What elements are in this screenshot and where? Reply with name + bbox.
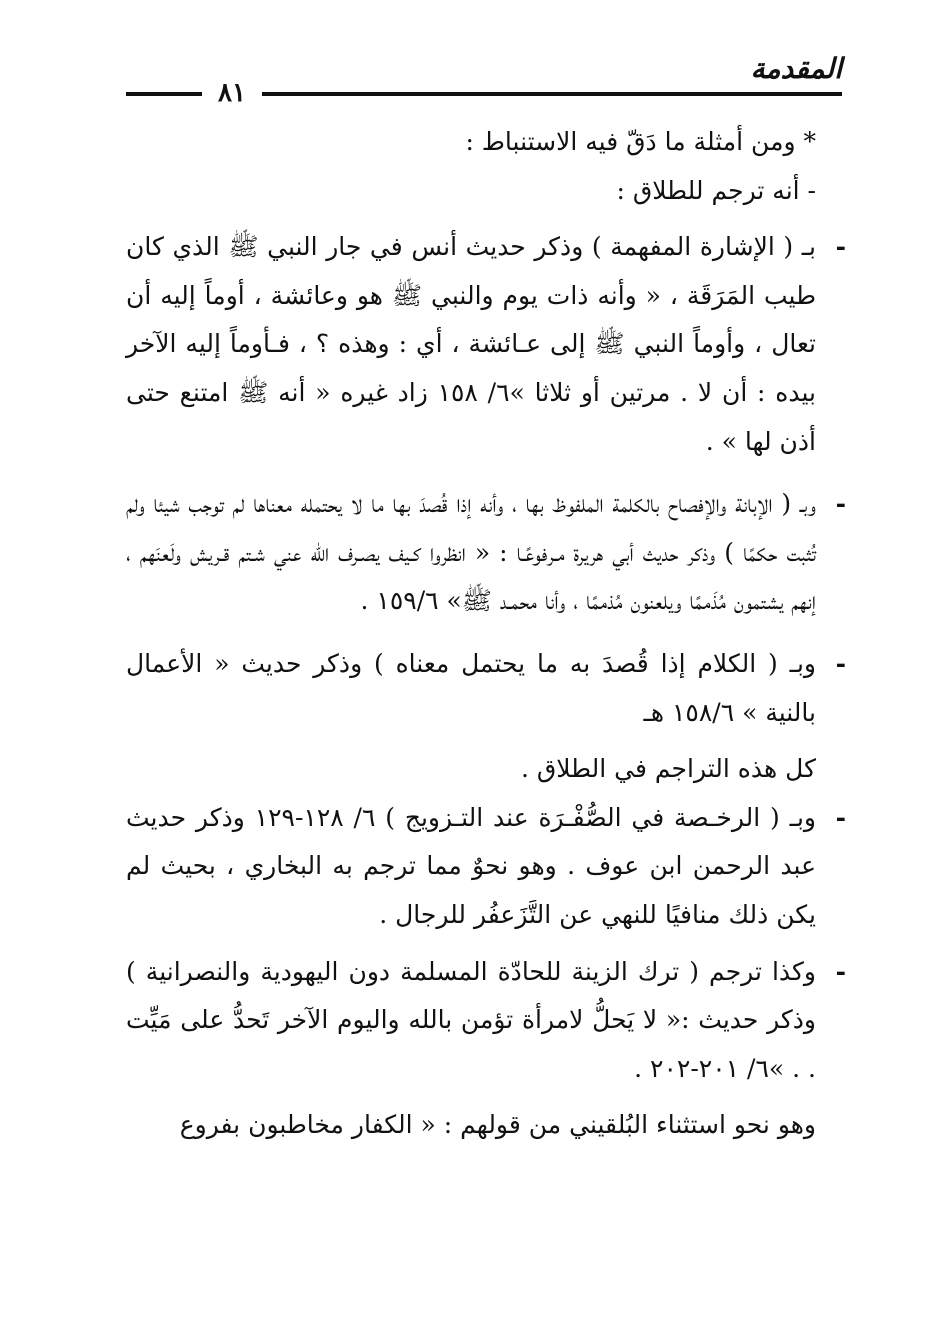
list-dash: - xyxy=(835,232,846,262)
paragraph-6-block xyxy=(126,794,846,940)
page-header xyxy=(0,0,936,110)
spacer xyxy=(126,215,816,223)
header-rule xyxy=(262,92,842,96)
list-dash: - xyxy=(835,489,846,519)
spacer xyxy=(126,466,816,480)
spacer xyxy=(126,940,816,948)
list-dash: - xyxy=(835,802,846,832)
paragraph-2: بـ ( الإشارة المفهمة ) وذكر حديث أنس في جار النبي ﷺ الذي كان طيب المَرَقَة ، « وأنه ذات يوم والنبي ﷺ هو وعائشة ، أوماً إليه أن تعال ، وأوماً النبي ﷺ إلى عـائشة ، أي : وهذه ؟ ، فـأوماً إليه الآخر بيده : أن لا . مرتين أو ثلاثا »٦/ ١٥٨ زاد غيره « أنه ﷺ امتنع حتى أذن لها » . xyxy=(126,232,816,456)
spacer xyxy=(126,737,816,745)
paragraph-8: وهو نحو استثناء البُلقيني من قولهم : « الكفار مخاطبون بفروع xyxy=(179,1110,816,1140)
paragraph-7: وكذا ترجم ( ترك الزينة للحادّة المسلمة دون اليهودية والنصرانية ) وذكر حديث :« لا يَحلُّ لامرأة تؤمن بالله واليوم الآخر تَحدُّ على مَيِّت . . »٦/ ٢٠١-٢٠٢ . xyxy=(126,956,816,1083)
paragraph-4: وبـ ( الكلام إذا قُصدَ به ما يحتمل معناه ) وذكر حديث « الأعمال بالنية » ١٥٨/٦ هـ xyxy=(126,648,816,727)
paragraph-6: وبـ ( الرخـصة في الصُّفْـرَة عند التـزويج ) ٦/ ١٢٨-١٢٩ وذكر حديث عبد الرحمن ابن عوف . وهو نحوٌ مما ترجم به البخاري ، بحيث لم يكن ذلك منافيًا للنهي عن التَّزَعفُر للرجال . xyxy=(126,802,816,929)
spacer xyxy=(126,1093,816,1101)
paragraph-3-block xyxy=(126,480,846,626)
paragraph-4-block xyxy=(126,640,846,737)
paragraph-5: كل هذه التراجم في الطلاق . xyxy=(520,754,816,784)
paragraph-1: - أنه ترجم للطلاق : xyxy=(616,175,816,205)
header-rule-short xyxy=(126,92,202,96)
paragraph-7-block xyxy=(126,948,846,1094)
paragraph-3: وبـ ( الإبانة والإفصاح بالكلمة الملفوظ بها ، وأنه إذا قُصدَ بها ما لا يحتمله معناها لم توجب شيئا ولم تُثبت حكمًا ) وذكر حديث أبي هريرة مـرفوعًـا : « انظروا كـيف يصـرف الله عني شـتم قـريش ولَعنَهم ، إنهم يشتمون مُذَممًا ويلعنون مُذممًا ، وأنا محمـد ﷺ» ١٥٩/٦ . xyxy=(126,489,816,616)
list-dash: - xyxy=(835,648,846,678)
list-dash: - xyxy=(835,956,846,986)
spacer xyxy=(126,626,816,640)
page-body xyxy=(126,118,846,1150)
page-number: ٨١ xyxy=(218,78,246,108)
running-title: المقدمة xyxy=(750,52,842,85)
intro-line: * ومن أمثلة ما دَقّ فيه الاستنباط : xyxy=(465,127,816,156)
paragraph-2-block xyxy=(126,223,846,466)
